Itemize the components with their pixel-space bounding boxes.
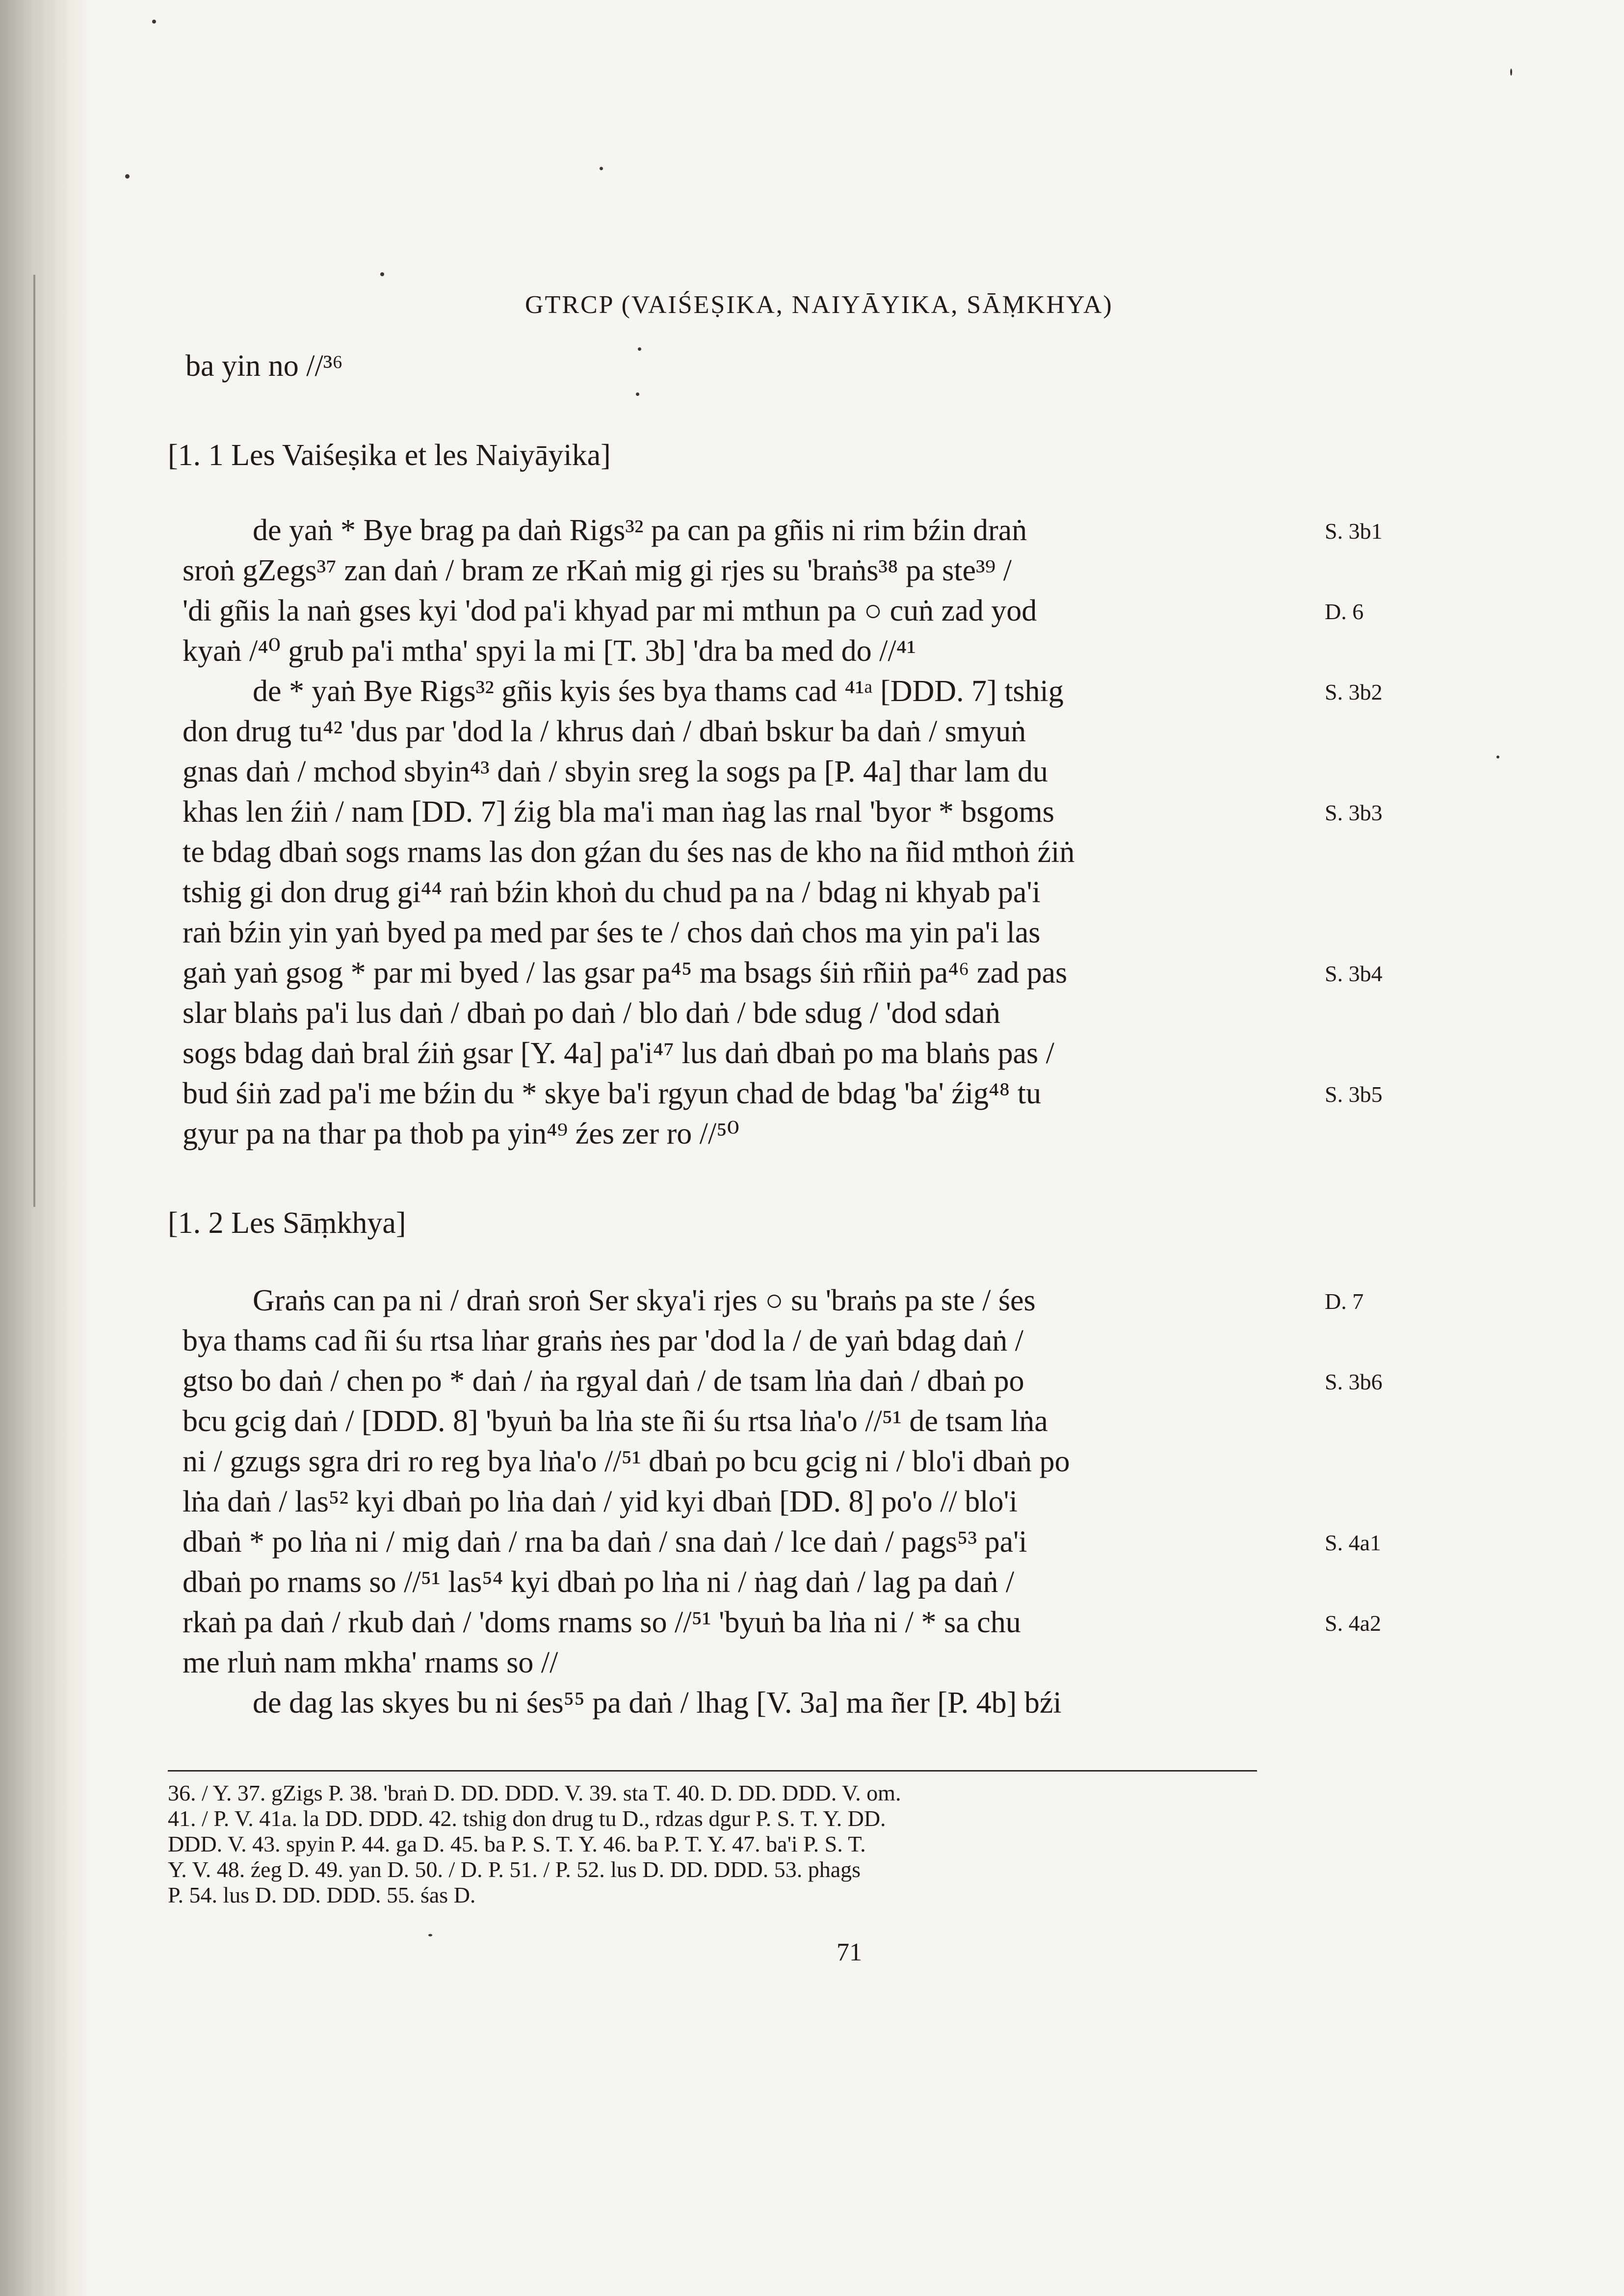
text-line: don drug tu⁴² 'dus par 'dod la / khrus daṅ / dbaṅ bskur ba daṅ / smyuṅ bbox=[183, 715, 1026, 748]
text-line: raṅ bźin yin yaṅ byed pa med par śes te / chos daṅ chos ma yin pa'i las bbox=[183, 916, 1041, 949]
margin-ref: S. 3b6 bbox=[1325, 1369, 1383, 1394]
text-line: me rluṅ nam mkha' rnams so // bbox=[183, 1646, 558, 1679]
text-line: gyur pa na thar pa thob pa yin⁴⁹ źes zer ro //⁵⁰ bbox=[183, 1117, 739, 1150]
text-line: sogs bdag daṅ bral źiṅ gsar [Y. 4a] pa'i⁴⁷ lus daṅ dbaṅ po ma blaṅs pas / bbox=[183, 1037, 1054, 1070]
section-2-heading: [1. 2 Les Sāṃkhya] bbox=[168, 1206, 406, 1240]
text-line: te bdag dbaṅ sogs rnams las don gźan du śes nas de kho na ñid mthoṅ źiṅ bbox=[183, 835, 1075, 869]
footnote-line: P. 54. lus D. DD. DDD. 55. śas D. bbox=[168, 1882, 476, 1907]
page-number: 71 bbox=[837, 1938, 862, 1966]
text-line: kyaṅ /⁴⁰ grub pa'i mtha' spyi la mi [T. 3b] 'dra ba med do //⁴¹ bbox=[183, 634, 916, 668]
text-line: bud śiṅ zad pa'i me bźin du * skye ba'i rgyun chad de bdag 'ba' źig⁴⁸ tu bbox=[183, 1077, 1042, 1110]
intro-line: ba yin no //³⁶ bbox=[185, 349, 343, 383]
margin-ref: S. 4a1 bbox=[1325, 1530, 1381, 1555]
text-line: slar blaṅs pa'i lus daṅ / dbaṅ po daṅ / blo daṅ / bde sdug / 'dod sdaṅ bbox=[183, 996, 1000, 1030]
footnote-line: 36. / Y. 37. gZigs P. 38. 'braṅ D. DD. DDD. V. 39. sta T. 40. D. DD. DDD. V. om. bbox=[168, 1780, 901, 1805]
scan-speck bbox=[428, 1934, 432, 1936]
margin-ref: S. 3b2 bbox=[1325, 679, 1383, 704]
text-line: bcu gcig daṅ / [DDD. 8] 'byuṅ ba lṅa ste ñi śu rtsa lṅa'o //⁵¹ de tsam lṅa bbox=[183, 1405, 1048, 1438]
scan-speck bbox=[125, 174, 130, 179]
margin-ref: D. 6 bbox=[1325, 599, 1364, 624]
text-line: de yaṅ * Bye brag pa daṅ Rigs³² pa can pa gñis ni rim bźin draṅ bbox=[253, 514, 1027, 547]
text-line: dbaṅ po rnams so //⁵¹ las⁵⁴ kyi dbaṅ po lṅa ni / ṅag daṅ / lag pa daṅ / bbox=[183, 1565, 1015, 1599]
text-line: khas len źiṅ / nam [DD. 7] źig bla ma'i man ṅag las rnal 'byor * bsgoms bbox=[183, 795, 1054, 829]
scan-speck bbox=[638, 347, 641, 351]
text-line: de * yaṅ Bye Rigs³² gñis kyis śes bya thams cad ⁴¹ᵃ [DDD. 7] tshig bbox=[253, 675, 1064, 708]
text-line: gaṅ yaṅ gsog * par mi byed / las gsar pa⁴⁵ ma bsags śiṅ rñiṅ pa⁴⁶ zad pas bbox=[183, 956, 1068, 990]
margin-ref: S. 3b4 bbox=[1325, 961, 1383, 986]
scan-speck bbox=[152, 20, 156, 24]
text-line: lṅa daṅ / las⁵² kyi dbaṅ po lṅa daṅ / yid kyi dbaṅ [DD. 8] po'o // blo'i bbox=[183, 1485, 1018, 1518]
text-line: dbaṅ * po lṅa ni / mig daṅ / rna ba daṅ / sna daṅ / lce daṅ / pags⁵³ pa'i bbox=[183, 1525, 1027, 1559]
text-line: Graṅs can pa ni / draṅ sroṅ Ser skya'i rjes ○ su 'braṅs pa ste / śes bbox=[253, 1284, 1036, 1317]
footnote-line: DDD. V. 43. spyin P. 44. ga D. 45. ba P. S. T. Y. 46. ba P. T. Y. 47. ba'i P. S. T. bbox=[168, 1831, 866, 1856]
text-line: bya thams cad ñi śu rtsa lṅar graṅs ṅes par 'dod la / de yaṅ bdag daṅ / bbox=[183, 1324, 1023, 1357]
footnote-line: Y. V. 48. źeg D. 49. yan D. 50. / D. P. 51. / P. 52. lus D. DD. DDD. 53. phags bbox=[168, 1857, 861, 1882]
margin-ref: S. 3b1 bbox=[1325, 519, 1383, 544]
running-head: GTRCP (VAIŚEṢIKA, NAIYĀYIKA, SĀṂKHYA) bbox=[525, 291, 1113, 319]
margin-ref: S. 3b3 bbox=[1325, 800, 1383, 825]
scan-speck bbox=[636, 392, 639, 396]
text-line: de dag las skyes bu ni śes⁵⁵ pa daṅ / lhag [V. 3a] ma ñer [P. 4b] bźi bbox=[253, 1686, 1062, 1720]
footnote-line: 41. / P. V. 41a. la DD. DDD. 42. tshig don drug tu D., rdzas dgur P. S. T. Y. DD. bbox=[168, 1806, 886, 1831]
text-line: gnas daṅ / mchod sbyin⁴³ daṅ / sbyin sreg la sogs pa [P. 4a] thar lam du bbox=[183, 755, 1048, 788]
text-line: tshig gi don drug gi⁴⁴ raṅ bźin khoṅ du chud pa na / bdag ni khyab pa'i bbox=[183, 876, 1041, 909]
scan-edge-shadow bbox=[0, 0, 93, 2296]
margin-ref: D. 7 bbox=[1325, 1289, 1364, 1314]
section-1-heading: [1. 1 Les Vaiśeṣika et les Naiyāyika] bbox=[168, 439, 611, 472]
margin-ref: S. 3b5 bbox=[1325, 1082, 1383, 1107]
footnote-rule bbox=[168, 1770, 1257, 1772]
text-line: ni / gzugs sgra dri ro reg bya lṅa'o //⁵¹ dbaṅ po bcu gcig ni / blo'i dbaṅ po bbox=[183, 1445, 1070, 1478]
margin-ref: S. 4a2 bbox=[1325, 1611, 1381, 1636]
text-line: sroṅ gZegs³⁷ zan daṅ / bram ze rKaṅ mig gi rjes su 'braṅs³⁸ pa ste³⁹ / bbox=[183, 554, 1012, 587]
scan-speck bbox=[1510, 69, 1512, 76]
scan-edge-line bbox=[33, 275, 35, 1207]
scan-speck bbox=[380, 272, 384, 276]
scan-speck bbox=[1496, 756, 1499, 758]
text-line: rkaṅ pa daṅ / rkub daṅ / 'doms rnams so //⁵¹ 'byuṅ ba lṅa ni / * sa chu bbox=[183, 1606, 1021, 1639]
text-line: gtso bo daṅ / chen po * daṅ / ṅa rgyal daṅ / de tsam lṅa daṅ / dbaṅ po bbox=[183, 1364, 1024, 1398]
text-line: 'di gñis la naṅ gses kyi 'dod pa'i khyad par mi mthun pa ○ cuṅ zad yod bbox=[183, 594, 1037, 627]
scan-speck bbox=[600, 167, 603, 170]
